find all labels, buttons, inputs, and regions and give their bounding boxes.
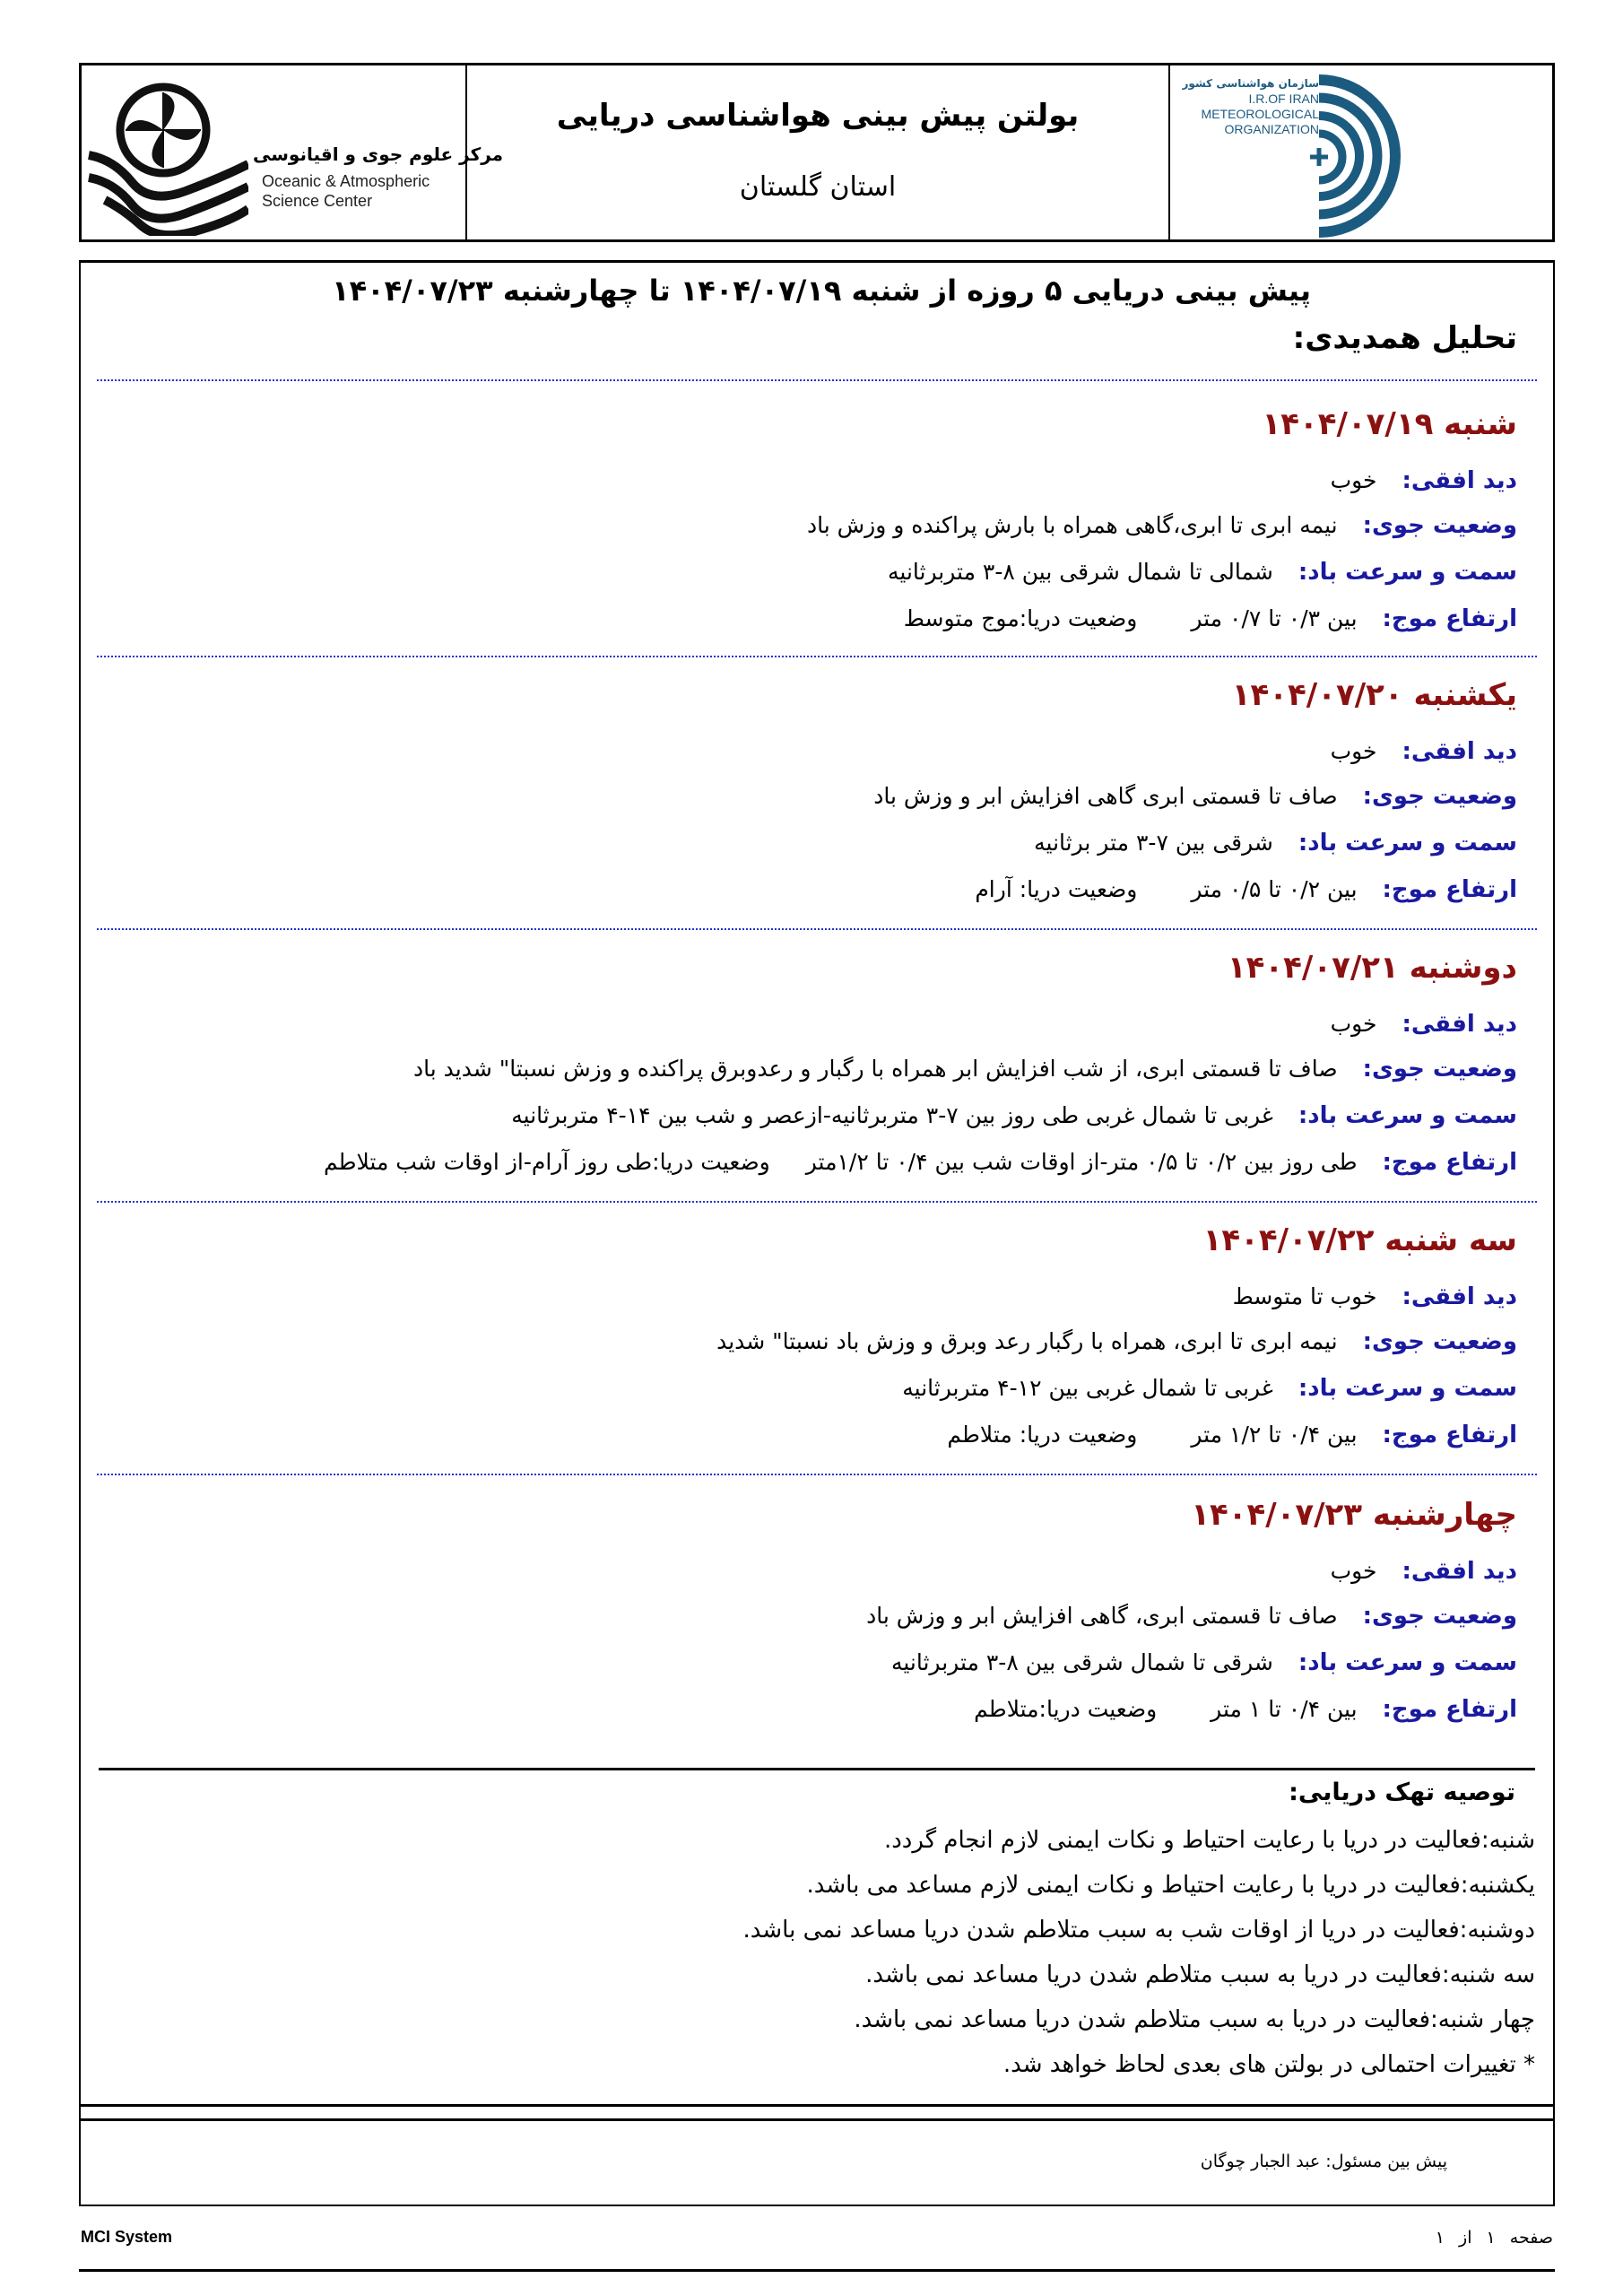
wind-row: [902, 1375, 1517, 1402]
left-logo-en-line1: Oceanic & Atmospheric: [262, 172, 430, 190]
wind-label: سمت و سرعت باد:: [1298, 559, 1517, 586]
weather-value: صاف تا قسمتی ابری، گاهی افزایش ابر و وزش باد: [866, 1603, 1338, 1629]
forecast-section: [79, 260, 1555, 1839]
visibility-row: [1331, 467, 1517, 494]
advisory-line: چهار شنبه:فعالیت در دریا به سبب متلاطم شدن دریا مساعد نمی باشد.: [854, 2006, 1535, 2033]
marine-advisory-section: [79, 1771, 1555, 2121]
weather-value: صاف تا قسمتی ابری، از شب افزایش ابر همراه با رگبار و رعدوبرق پراکنده و وزش نسبتا" شدید باد: [413, 1056, 1338, 1082]
day-title: چهارشنبه ۱۴۰۴/۰۷/۲۳: [1191, 1497, 1517, 1533]
bulletin-title: بولتن پیش بینی هواشناسی دریایی: [556, 97, 1080, 134]
wave-row: [947, 1422, 1517, 1448]
wave-value: بین ۰/۴ تا ۱ متر: [1211, 1696, 1358, 1722]
wind-row: [1034, 830, 1517, 857]
bulletin-header: [79, 63, 1555, 242]
footer-rule: [79, 2269, 1555, 2272]
wave-value: بین ۰/۳ تا ۰/۷ متر: [1191, 605, 1358, 631]
visibility-label: دید افقی:: [1402, 1558, 1517, 1585]
visibility-value: خوب: [1330, 467, 1377, 493]
left-logo-en-line2: Science Center: [262, 192, 373, 210]
dotted-divider: [97, 1474, 1537, 1475]
iran-logo-line1: I.R.OF IRAN: [1248, 91, 1319, 106]
weather-label: وضعیت جوی:: [1362, 1056, 1517, 1083]
advisory-line: دوشنبه:فعالیت در دریا از اوقات شب به سبب متلاطم شدن دریا مساعد نمی باشد.: [742, 1917, 1535, 1944]
section-bottom-rule: [79, 2104, 1555, 2107]
page-number: صفحه ۱ از ۱: [1435, 2228, 1553, 2248]
weather-row: [716, 1328, 1517, 1355]
visibility-row: [1331, 738, 1517, 765]
dotted-divider: [97, 928, 1537, 930]
wave-swirl-icon: [87, 74, 248, 236]
wave-label: ارتفاع موج:: [1382, 1422, 1517, 1448]
visibility-value: خوب: [1330, 738, 1377, 764]
weather-label: وضعیت جوی:: [1362, 783, 1517, 810]
advisory-title: توصیه تهک دریایی:: [1289, 1779, 1515, 1806]
dotted-divider: [97, 379, 1537, 381]
day-title: یکشنبه ۱۴۰۴/۰۷/۲۰: [1231, 677, 1517, 713]
visibility-row: [1331, 1011, 1517, 1038]
weather-label: وضعیت جوی:: [1362, 512, 1517, 539]
visibility-value: خوب: [1330, 1011, 1377, 1037]
wind-label: سمت و سرعت باد:: [1298, 1102, 1517, 1129]
wave-row: [974, 1696, 1517, 1723]
right-logo-cell: [1170, 65, 1552, 239]
wave-label: ارتفاع موج:: [1382, 876, 1517, 903]
wave-value: طی روز بین ۰/۲ تا ۰/۵ متر-از اوقات شب بین ۰/۴ تا ۱/۲متر: [805, 1149, 1358, 1175]
header-title-cell: [467, 65, 1170, 239]
weather-row: [873, 783, 1517, 810]
iran-logo-fa: سازمان هواشناسی کشور: [1182, 77, 1319, 90]
wind-row: [891, 1649, 1517, 1676]
wave-label: ارتفاع موج:: [1382, 1696, 1517, 1723]
wind-value: شرقی بین ۷-۳ متر برثانیه: [1034, 830, 1273, 856]
visibility-value: خوب تا متوسط: [1232, 1283, 1377, 1309]
advice-divider: [99, 1768, 1535, 1770]
forecast-period-title: پیش بینی دریایی ۵ روزه از شنبه ۱۴۰۴/۰۷/۱۹ تا چهارشنبه ۱۴۰۴/۰۷/۲۳: [332, 274, 1311, 308]
wave-row: [324, 1149, 1517, 1176]
iran-meteorological-organization-logo: [1182, 71, 1418, 238]
wind-row: [511, 1102, 1517, 1129]
province-name: استان گلستان: [739, 170, 897, 203]
weather-row: [413, 1056, 1517, 1083]
left-logo-fa-name: مرکز علوم جوی و اقیانوسی: [253, 144, 504, 165]
advisory-note: * تغییرات احتمالی در بولتن های بعدی لحاظ خواهد شد.: [1002, 2051, 1535, 2078]
wave-row: [975, 876, 1517, 903]
weather-row: [807, 512, 1517, 539]
day-title: سه شنبه ۱۴۰۴/۰۷/۲۲: [1202, 1222, 1517, 1258]
wave-value: بین ۰/۴ تا ۱/۲ متر: [1191, 1422, 1358, 1448]
responsible-forecaster: پیش بین مسئول: عبد الجبار چوگان: [1200, 2152, 1447, 2171]
visibility-label: دید افقی:: [1402, 1011, 1517, 1038]
left-logo-cell: [82, 65, 504, 239]
oceanic-atmospheric-center-logo: [87, 74, 504, 236]
wind-value: غربی تا شمال غربی بین ۱۲-۴ متربرثانیه: [902, 1375, 1273, 1401]
wind-label: سمت و سرعت باد:: [1298, 830, 1517, 857]
synoptic-analysis-label: تحلیل همدیدی:: [1292, 320, 1517, 356]
day-title: شنبه ۱۴۰۴/۰۷/۱۹: [1262, 406, 1517, 442]
weather-label: وضعیت جوی:: [1362, 1603, 1517, 1630]
advisory-line: یکشنبه:فعالیت در دریا با رعایت احتیاط و نکات ایمنی لازم مساعد می باشد.: [806, 1872, 1535, 1899]
wind-label: سمت و سرعت باد:: [1298, 1375, 1517, 1402]
weather-label: وضعیت جوی:: [1362, 1328, 1517, 1355]
wave-row: [904, 605, 1517, 632]
sea-state-value: وضعیت دریا: آرام: [975, 876, 1138, 902]
visibility-row: [1233, 1283, 1517, 1310]
visibility-label: دید افقی:: [1402, 738, 1517, 765]
dotted-divider: [97, 1201, 1537, 1203]
visibility-label: دید افقی:: [1402, 1283, 1517, 1310]
wave-value: بین ۰/۲ تا ۰/۵ متر: [1191, 876, 1358, 902]
wind-row: [888, 559, 1517, 586]
sea-state-value: وضعیت دریا:موج متوسط: [903, 605, 1138, 631]
weather-value: نیمه ابری تا ابری، همراه با رگبار رعد وبرق و وزش باد نسبتا" شدید: [716, 1328, 1338, 1354]
wind-label: سمت و سرعت باد:: [1298, 1649, 1517, 1676]
iran-logo-line2: METEOROLOGICAL: [1201, 107, 1319, 121]
system-name: MCI System: [81, 2228, 173, 2246]
weather-value: نیمه ابری تا ابری،گاهی همراه با بارش پراکنده و وزش باد: [807, 512, 1338, 538]
forecaster-signature-box: [79, 2118, 1555, 2206]
weather-value: صاف تا قسمتی ابری گاهی افزایش ابر و وزش باد: [873, 783, 1338, 809]
advisory-line: سه شنبه:فعالیت در دریا به سبب متلاطم شدن دریا مساعد نمی باشد.: [865, 1961, 1535, 1988]
wind-value: غربی تا شمال غربی طی روز بین ۷-۳ متربرثانیه-ازعصر و شب بین ۱۴-۴ متربرثانیه: [511, 1102, 1273, 1128]
dotted-divider: [97, 656, 1537, 657]
sea-state-value: وضعیت دریا: متلاطم: [947, 1422, 1138, 1448]
wave-label: ارتفاع موج:: [1382, 605, 1517, 632]
weather-row: [866, 1603, 1517, 1630]
sea-state-value: وضعیت دریا:متلاطم: [974, 1696, 1158, 1722]
visibility-value: خوب: [1330, 1558, 1377, 1584]
wave-label: ارتفاع موج:: [1382, 1149, 1517, 1176]
advisory-line: شنبه:فعالیت در دریا با رعایت احتیاط و نکات ایمنی لازم انجام گردد.: [883, 1827, 1535, 1854]
spiral-icon: [1292, 71, 1418, 238]
visibility-label: دید افقی:: [1402, 467, 1517, 494]
iran-logo-line3: ORGANIZATION: [1224, 122, 1319, 136]
visibility-row: [1331, 1558, 1517, 1585]
wind-value: شرقی تا شمال شرقی بین ۸-۳ متربرثانیه: [890, 1649, 1273, 1675]
wind-value: شمالی تا شمال شرقی بین ۸-۳ متربرثانیه: [888, 559, 1273, 585]
sea-state-value: وضعیت دریا:طی روز آرام-از اوقات شب متلاطم: [323, 1149, 770, 1175]
left-logo-en-name: [262, 171, 430, 211]
day-title: دوشنبه ۱۴۰۴/۰۷/۲۱: [1227, 950, 1517, 986]
